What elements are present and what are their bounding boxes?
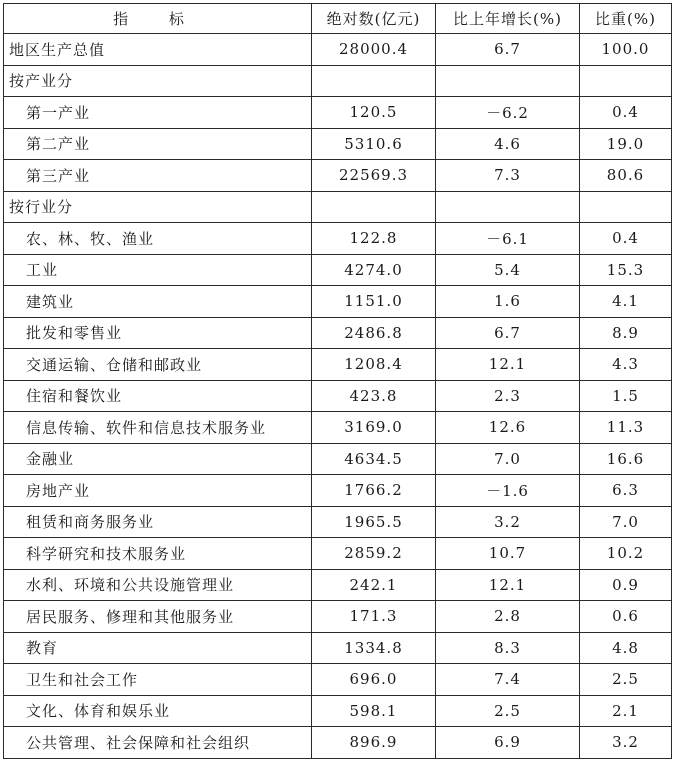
table-row — [4, 65, 672, 97]
row-share-cell: 80.6 — [580, 160, 672, 192]
row-share-cell: 11.3 — [580, 412, 672, 444]
row-share-cell: 8.9 — [580, 317, 672, 349]
table-row — [4, 632, 672, 664]
row-absolute-cell: 5310.6 — [312, 128, 436, 160]
row-growth-cell: 2.8 — [436, 601, 580, 633]
row-share-cell: 15.3 — [580, 254, 672, 286]
row-name-cell: 第二产业 — [4, 128, 312, 160]
row-share-cell — [580, 191, 672, 223]
row-absolute-cell: 22569.3 — [312, 160, 436, 192]
row-growth-cell: 2.3 — [436, 380, 580, 412]
header-row — [4, 4, 672, 34]
header-indicator: 指 标 — [4, 4, 312, 34]
row-growth-cell: 6.7 — [436, 34, 580, 66]
row-growth-cell: －6.1 — [436, 223, 580, 255]
row-growth-cell: 6.9 — [436, 727, 580, 759]
table-row — [4, 97, 672, 129]
row-name-cell: 交通运输、仓储和邮政业 — [4, 349, 312, 381]
row-growth-cell: 1.6 — [436, 286, 580, 318]
row-growth-cell: 8.3 — [436, 632, 580, 664]
table-body — [4, 34, 672, 759]
table-row — [4, 475, 672, 507]
row-share-cell: 16.6 — [580, 443, 672, 475]
row-absolute-cell: 122.8 — [312, 223, 436, 255]
row-name-cell: 第三产业 — [4, 160, 312, 192]
row-share-cell: 3.2 — [580, 727, 672, 759]
row-absolute-cell: 598.1 — [312, 695, 436, 727]
table-row — [4, 286, 672, 318]
row-share-cell: 19.0 — [580, 128, 672, 160]
row-absolute-cell: 423.8 — [312, 380, 436, 412]
row-name-cell: 水利、环境和公共设施管理业 — [4, 569, 312, 601]
table-row — [4, 601, 672, 633]
row-absolute-cell: 3169.0 — [312, 412, 436, 444]
row-growth-cell: 6.7 — [436, 317, 580, 349]
row-absolute-cell: 696.0 — [312, 664, 436, 696]
row-growth-cell: 7.4 — [436, 664, 580, 696]
row-name-cell: 批发和零售业 — [4, 317, 312, 349]
row-growth-cell: 4.6 — [436, 128, 580, 160]
table-row — [4, 569, 672, 601]
row-absolute-cell: 242.1 — [312, 569, 436, 601]
table-row — [4, 443, 672, 475]
table-row — [4, 380, 672, 412]
row-share-cell: 100.0 — [580, 34, 672, 66]
table-row — [4, 538, 672, 570]
row-growth-cell: 3.2 — [436, 506, 580, 538]
header-growth: 比上年增长(%) — [436, 4, 580, 34]
row-share-cell: 6.3 — [580, 475, 672, 507]
row-absolute-cell: 171.3 — [312, 601, 436, 633]
row-absolute-cell: 1208.4 — [312, 349, 436, 381]
row-share-cell: 4.8 — [580, 632, 672, 664]
row-absolute-cell: 2859.2 — [312, 538, 436, 570]
row-absolute-cell — [312, 191, 436, 223]
row-growth-cell: 7.0 — [436, 443, 580, 475]
table-row — [4, 664, 672, 696]
table-row — [4, 223, 672, 255]
row-growth-cell: －6.2 — [436, 97, 580, 129]
table-row — [4, 160, 672, 192]
row-name-cell: 卫生和社会工作 — [4, 664, 312, 696]
row-absolute-cell: 4274.0 — [312, 254, 436, 286]
table-row — [4, 349, 672, 381]
statistics-table — [3, 3, 672, 759]
row-absolute-cell: 896.9 — [312, 727, 436, 759]
row-name-cell: 按产业分 — [4, 65, 312, 97]
row-absolute-cell: 4634.5 — [312, 443, 436, 475]
row-absolute-cell — [312, 65, 436, 97]
row-growth-cell — [436, 65, 580, 97]
row-name-cell: 建筑业 — [4, 286, 312, 318]
row-growth-cell: 2.5 — [436, 695, 580, 727]
table-row — [4, 34, 672, 66]
row-share-cell: 0.6 — [580, 601, 672, 633]
row-growth-cell: 12.1 — [436, 569, 580, 601]
row-absolute-cell: 1766.2 — [312, 475, 436, 507]
row-share-cell: 0.9 — [580, 569, 672, 601]
row-share-cell: 2.1 — [580, 695, 672, 727]
row-share-cell: 1.5 — [580, 380, 672, 412]
table-row — [4, 506, 672, 538]
row-name-cell: 地区生产总值 — [4, 34, 312, 66]
row-growth-cell: 7.3 — [436, 160, 580, 192]
row-growth-cell: 12.1 — [436, 349, 580, 381]
row-name-cell: 住宿和餐饮业 — [4, 380, 312, 412]
row-absolute-cell: 2486.8 — [312, 317, 436, 349]
row-share-cell: 4.3 — [580, 349, 672, 381]
row-growth-cell — [436, 191, 580, 223]
row-absolute-cell: 120.5 — [312, 97, 436, 129]
row-growth-cell: －1.6 — [436, 475, 580, 507]
row-share-cell: 0.4 — [580, 223, 672, 255]
row-name-cell: 第一产业 — [4, 97, 312, 129]
table-row — [4, 254, 672, 286]
table-row — [4, 695, 672, 727]
row-name-cell: 房地产业 — [4, 475, 312, 507]
row-absolute-cell: 28000.4 — [312, 34, 436, 66]
row-share-cell — [580, 65, 672, 97]
row-name-cell: 按行业分 — [4, 191, 312, 223]
row-growth-cell: 10.7 — [436, 538, 580, 570]
table-row — [4, 128, 672, 160]
row-growth-cell: 5.4 — [436, 254, 580, 286]
row-name-cell: 信息传输、软件和信息技术服务业 — [4, 412, 312, 444]
row-share-cell: 0.4 — [580, 97, 672, 129]
table-row — [4, 727, 672, 759]
header-absolute: 绝对数(亿元) — [312, 4, 436, 34]
row-share-cell: 2.5 — [580, 664, 672, 696]
row-name-cell: 科学研究和技术服务业 — [4, 538, 312, 570]
row-absolute-cell: 1334.8 — [312, 632, 436, 664]
table-row — [4, 191, 672, 223]
row-name-cell: 公共管理、社会保障和社会组织 — [4, 727, 312, 759]
table-row — [4, 317, 672, 349]
row-absolute-cell: 1151.0 — [312, 286, 436, 318]
row-share-cell: 7.0 — [580, 506, 672, 538]
row-name-cell: 工业 — [4, 254, 312, 286]
row-absolute-cell: 1965.5 — [312, 506, 436, 538]
row-name-cell: 教育 — [4, 632, 312, 664]
table-row — [4, 412, 672, 444]
row-share-cell: 10.2 — [580, 538, 672, 570]
row-share-cell: 4.1 — [580, 286, 672, 318]
row-growth-cell: 12.6 — [436, 412, 580, 444]
header-share: 比重(%) — [580, 4, 672, 34]
row-name-cell: 金融业 — [4, 443, 312, 475]
row-name-cell: 居民服务、修理和其他服务业 — [4, 601, 312, 633]
row-name-cell: 农、林、牧、渔业 — [4, 223, 312, 255]
row-name-cell: 文化、体育和娱乐业 — [4, 695, 312, 727]
row-name-cell: 租赁和商务服务业 — [4, 506, 312, 538]
